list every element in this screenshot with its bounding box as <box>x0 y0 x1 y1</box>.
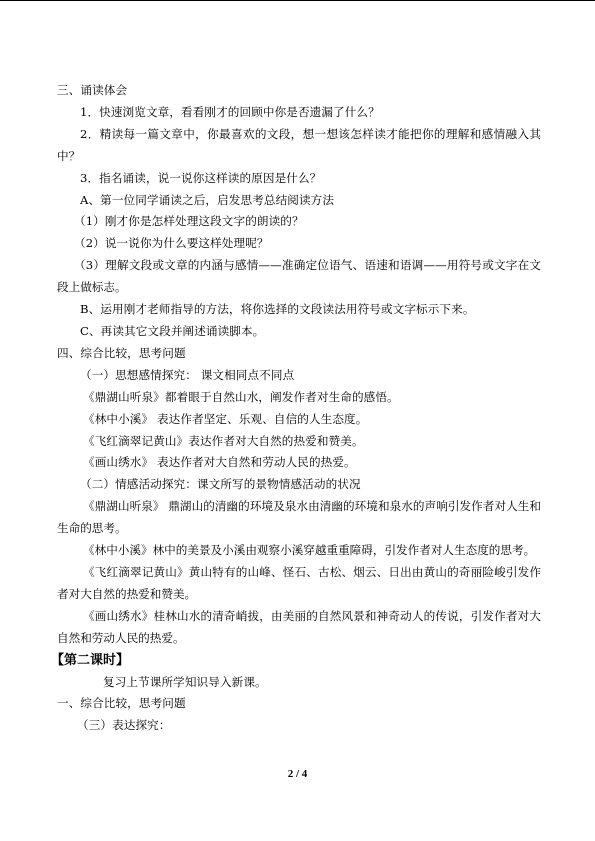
paragraph: （二）情感活动探究：课文所写的景物情感活动的状况 <box>80 477 361 492</box>
paragraph: （一）思想感情探究： 课文相同点不同点 <box>80 367 295 382</box>
paragraph: （3）理解文段或文章的内涵与感情——准确定位语气、语速和语调——用符号或文字在文段上做标志。 <box>57 258 541 295</box>
paragraph: 《林中小溪》 表达作者坚定、乐观、自信的人生态度。 <box>83 411 368 426</box>
section-heading-recite: 三、诵读体会 <box>57 83 128 97</box>
document-body <box>51 80 541 737</box>
paragraph: 《飞红滴翠记黄山》表达作者对大自然的热爱和赞美。 <box>83 433 364 448</box>
paragraph: 《画山绣水》桂林山水的清奇峭拔，由美丽的自然风景和神奇动人的传说，引发作者对大自然和劳动人民的热爱。 <box>57 608 541 645</box>
paragraph: 2．精读每一篇文章中，你最喜欢的文段，想一想该怎样读才能把你的理解和感情融入其中？ <box>57 126 541 163</box>
paragraph: 《鼎湖山听泉》都着眼于自然山水，阐发作者对生命的感悟。 <box>83 389 399 404</box>
paragraph: 《林中小溪》林中的美景及小溪由观察小溪穿越重重障碍，引发作者对人生态度的思考。 <box>83 543 536 558</box>
paragraph: 3．指名诵读，说一说你这样读的原因是什么？ <box>80 170 322 185</box>
paragraph: 1．快速浏览文章，看看刚才的回顾中你是否遗漏了什么？ <box>80 104 380 119</box>
section-heading-compare: 一、综合比较，思考问题 <box>57 696 186 711</box>
section-heading-compare: 四、综合比较，思考问题 <box>57 345 186 360</box>
paragraph: A、第一位同学诵读之后，启发思考总结阅读方法 <box>80 192 335 207</box>
paragraph: （2）说一说你为什么要这样处理呢？ <box>74 236 269 251</box>
paragraph: （三）表达探究： <box>77 718 171 733</box>
paragraph: （1）刚才你是怎样处理这段文字的朗读的？ <box>74 214 304 229</box>
lesson-heading: 【第二课时】 <box>51 652 130 668</box>
paragraph: 复习上节课所学知识导入新课。 <box>103 674 267 689</box>
paragraph: 《画山绣水》 表达作者对大自然和劳动人民的热爱。 <box>83 455 356 470</box>
page-top-border <box>0 0 595 1</box>
paragraph: 《鼎湖山听泉》 鼎湖山的清幽的环境及泉水由清幽的环境和泉水的声响引发作者对人生和生命的思考。 <box>57 499 541 536</box>
page-number: 2 / 4 <box>287 768 308 780</box>
paragraph: C、再读其它文段并阐述诵读脚本。 <box>80 323 265 338</box>
paragraph: B、运用刚才老师指导的方法，将你选择的文段读法用符号或文字标示下来。 <box>80 302 475 317</box>
paragraph: 《飞红滴翠记黄山》黄山特有的山峰、怪石、古松、烟云、日出由黄山的奇丽险峻引发作者对大自然的热爱和赞美。 <box>57 564 541 601</box>
